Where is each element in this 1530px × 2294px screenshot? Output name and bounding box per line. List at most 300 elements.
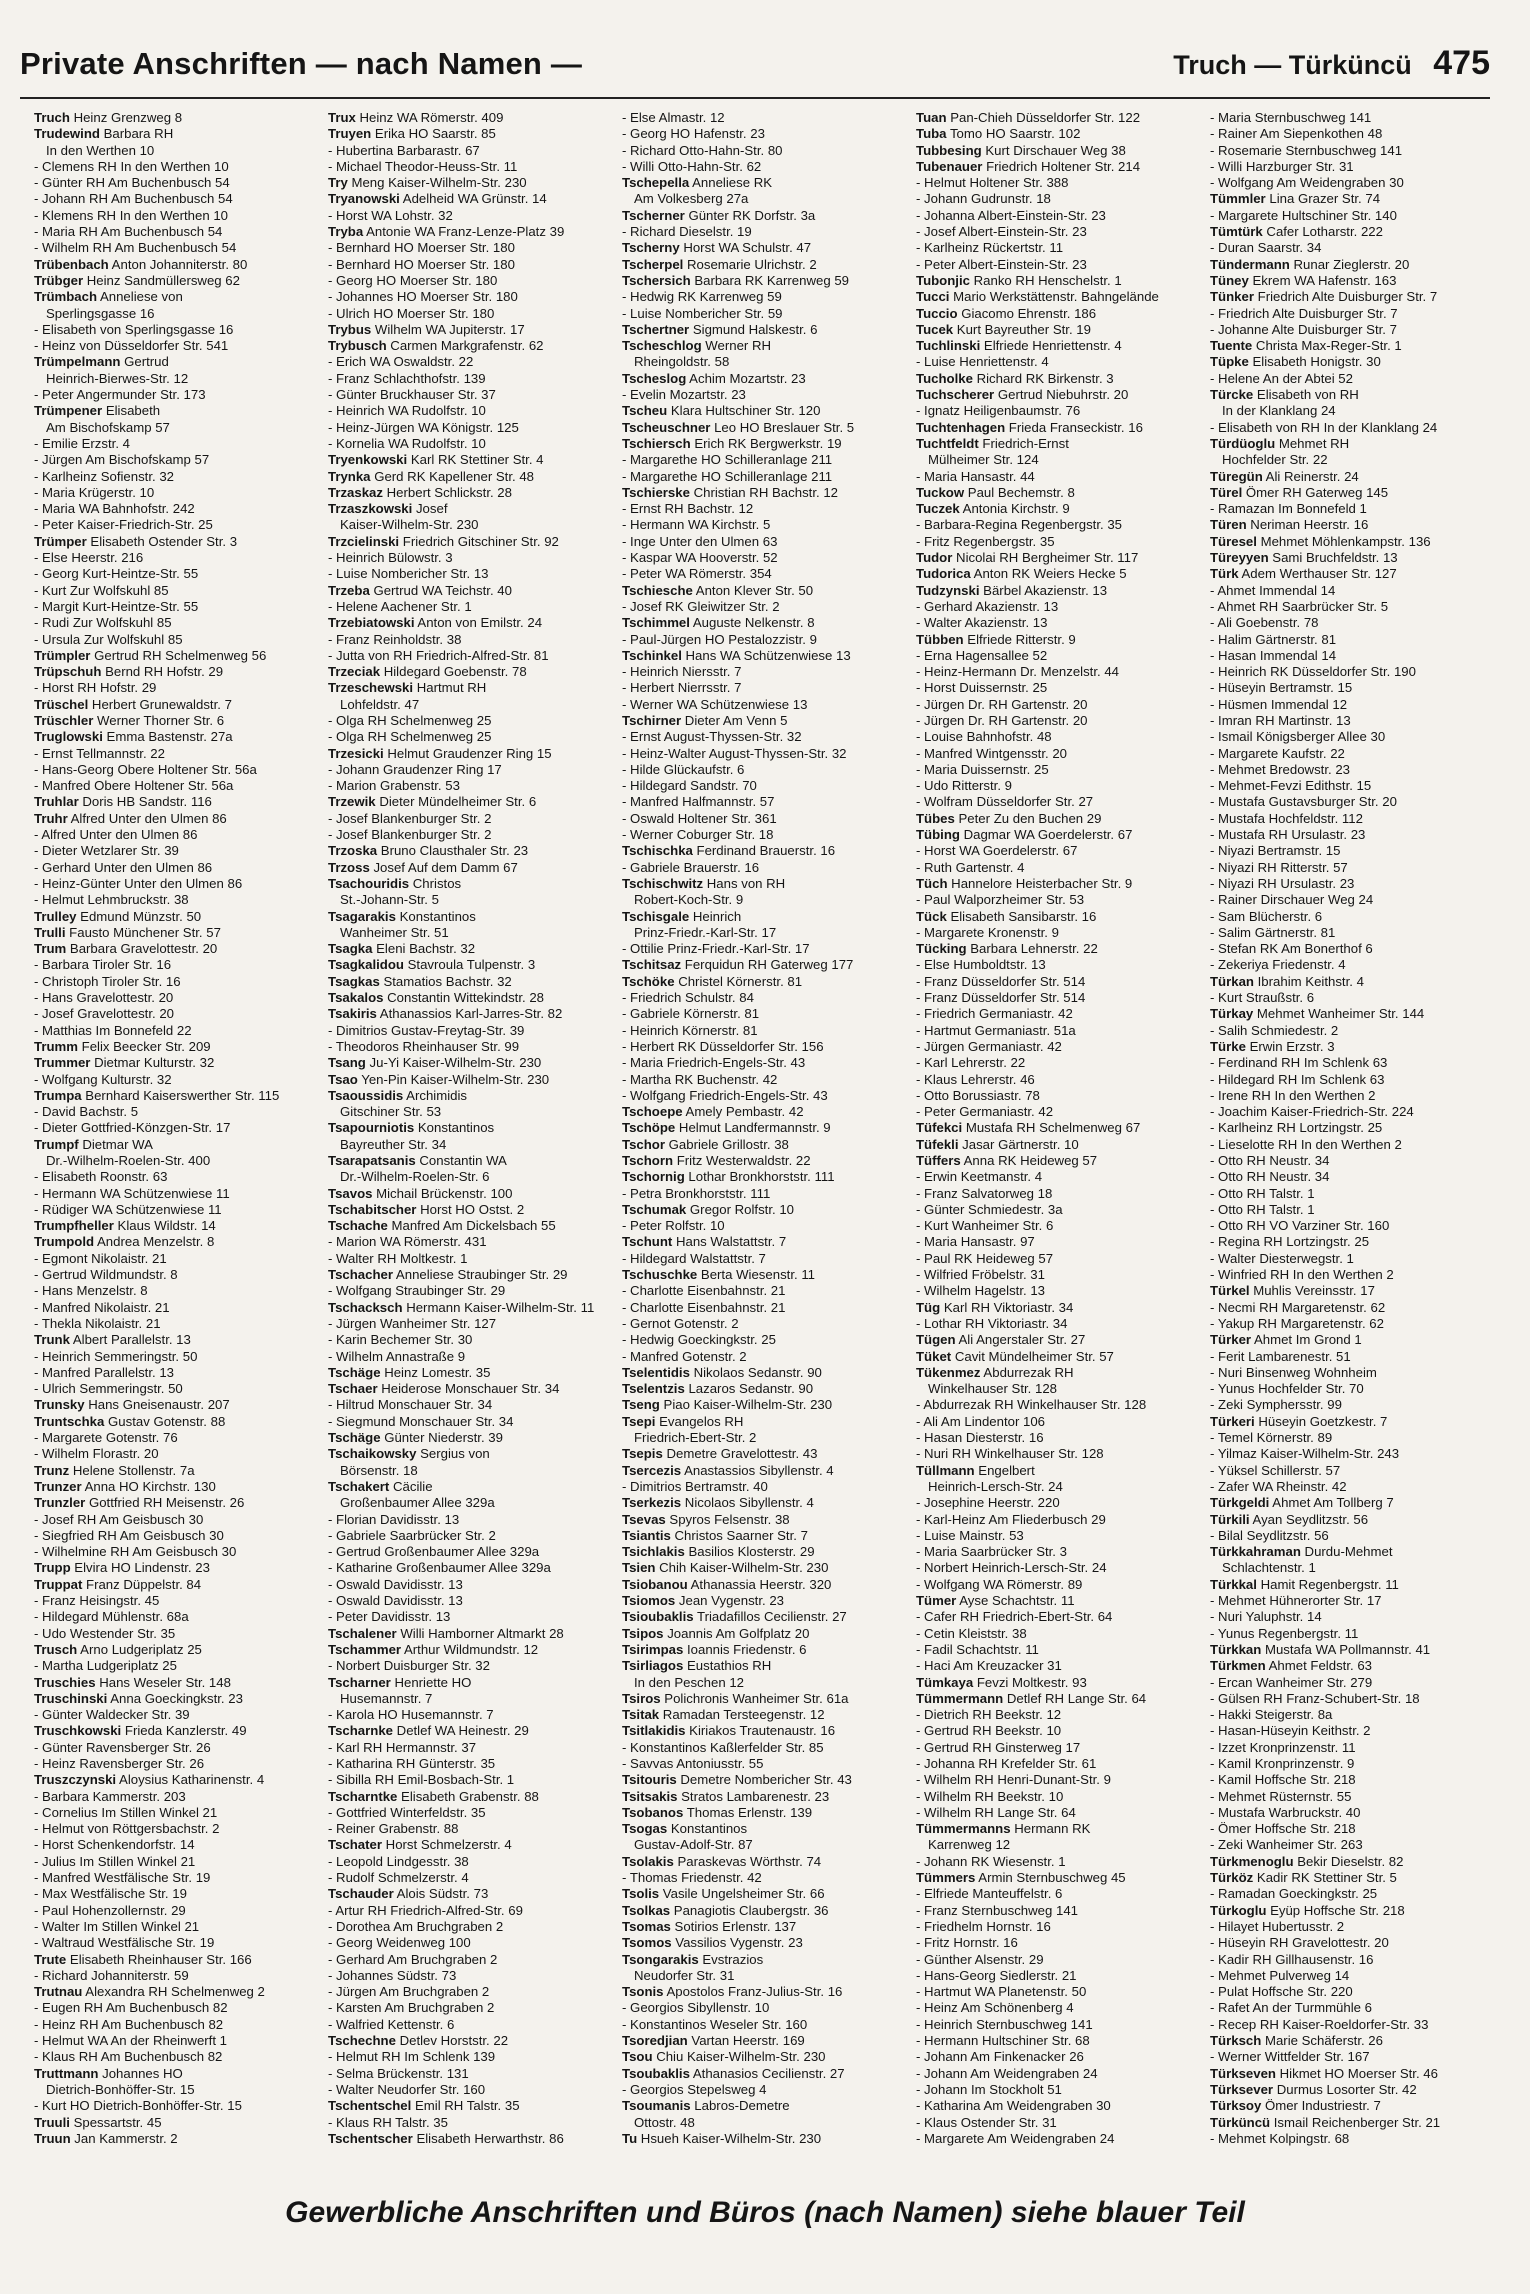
directory-entry: Kaiser-Wilhelm-Str. 230	[340, 517, 479, 533]
directory-entry: - Kurt Zur Wolfskuhl 85	[34, 582, 169, 598]
directory-entry: - Wolfgang Friedrich-Engels-Str. 43	[622, 1087, 828, 1103]
directory-entry: Trum Barbara Gravelottestr. 20	[34, 941, 218, 957]
directory-entry: - Selma Brückenstr. 131	[328, 2065, 469, 2081]
directory-entry: - Wolfgang Kulturstr. 32	[34, 1071, 172, 1087]
directory-entry: - Marion WA Römerstr. 431	[328, 1234, 487, 1250]
directory-entry: - Yakup RH Margaretenstr. 62	[1210, 1315, 1384, 1331]
directory-entry: Tüllmann Engelbert	[916, 1462, 1035, 1478]
directory-entry: - Ulrich Semmeringstr. 50	[34, 1381, 183, 1397]
directory-entry: - Mehmet Rüsternstr. 55	[1210, 1788, 1352, 1804]
directory-entry: - Heinrich Sternbuschweg 141	[916, 2016, 1093, 2032]
directory-entry: - Margarete Kronenstr. 9	[916, 924, 1059, 940]
directory-entry: - Jürgen Dr. RH Gartenstr. 20	[916, 696, 1088, 712]
directory-entry: - Johann Am Weidengraben 24	[916, 2065, 1098, 2081]
directory-entry: In den Werthen 10	[46, 142, 155, 158]
directory-entry: Tümmers Armin Sternbuschweg 45	[916, 1870, 1126, 1886]
directory-entry: Tuan Pan-Chieh Düsseldorfer Str. 122	[916, 110, 1141, 125]
directory-entry: Prinz-Friedr.-Karl-Str. 17	[634, 924, 777, 940]
directory-entry: Tscharntke Elisabeth Grabenstr. 88	[328, 1788, 539, 1804]
directory-entry: - Lothar RH Viktoriastr. 34	[916, 1315, 1068, 1331]
directory-entry: - Johannes Südstr. 73	[328, 1967, 457, 1983]
directory-entry: Tryenkowski Karl RK Stettiner Str. 4	[328, 452, 544, 468]
directory-entry: Großenbaumer Allee 329a	[340, 1495, 495, 1511]
directory-entry: - Otto RH Talstr. 1	[1210, 1201, 1315, 1217]
directory-entry: - Hans-Georg Obere Holtener Str. 56a	[34, 761, 257, 777]
directory-entry: Tschierske Christian RH Bachstr. 12	[622, 484, 838, 500]
directory-entry: Tschisgale Heinrich	[622, 908, 742, 924]
directory-entry: Husemannstr. 7	[340, 1690, 433, 1706]
directory-entry: Tsoumanis Labros-Demetre	[622, 2098, 790, 2114]
directory-entry: - Kaspar WA Hooverstr. 52	[622, 550, 778, 566]
directory-entry: Tuckow Paul Bechemstr. 8	[916, 484, 1075, 500]
directory-entry: - Wilhelmine RH Am Geisbusch 30	[34, 1544, 237, 1560]
directory-entry: - Wilhelm Hagelstr. 13	[916, 1283, 1045, 1299]
directory-entry: - Rudi Zur Wolfskuhl 85	[34, 615, 172, 631]
directory-entry: Tscherner Günter RK Dorfstr. 3a	[622, 207, 816, 223]
directory-entry: Türkkan Mustafa WA Pollmannstr. 41	[1210, 1641, 1431, 1657]
directory-entry: - Jürgen Am Bischofskamp 57	[34, 452, 210, 468]
directory-entry: - Duran Saarstr. 34	[1210, 240, 1322, 256]
directory-entry: - Klaus Ostender Str. 31	[916, 2114, 1057, 2130]
directory-entry: - Heinz-Walter August-Thyssen-Str. 32	[622, 745, 847, 761]
directory-entry: Tübing Dagmar WA Goerdelerstr. 67	[916, 827, 1133, 843]
directory-entry: Trumpa Bernhard Kaiserswerther Str. 115	[34, 1087, 280, 1103]
directory-entry: Türeyyen Sami Bruchfeldstr. 13	[1210, 550, 1398, 566]
header-rule	[20, 97, 1490, 99]
directory-entry: - Gertrud Wildmundstr. 8	[34, 1267, 178, 1283]
directory-entry: - Michael Theodor-Heuss-Str. 11	[328, 158, 518, 174]
directory-entry: Tselentidis Nikolaos Sedanstr. 90	[622, 1364, 822, 1380]
directory-entry: - Mustafa Warbruckstr. 40	[1210, 1804, 1361, 1820]
directory-entry: Gustav-Adolf-Str. 87	[634, 1837, 753, 1853]
directory-entry: - Jürgen Dr. RH Gartenstr. 20	[916, 712, 1088, 728]
directory-entry: Tschaer Heiderose Monschauer Str. 34	[328, 1381, 560, 1397]
directory-entry: - Georg HO Hafenstr. 23	[622, 126, 765, 142]
directory-entry: - Mehmet Hühnerorter Str. 17	[1210, 1593, 1382, 1609]
directory-entry: Türköz Kadir RK Stettiner Str. 5	[1210, 1870, 1397, 1886]
directory-entry: Tscheuschner Leo HO Breslauer Str. 5	[622, 419, 855, 435]
directory-entry: Tschoepe Amely Pembastr. 42	[622, 1104, 804, 1120]
directory-entry: - Margarete Am Weidengraben 24	[916, 2130, 1115, 2146]
directory-entry: Tschorn Fritz Westerwaldstr. 22	[622, 1153, 811, 1168]
directory-entry: - Gertrud RH Ginsterweg 17	[916, 1739, 1081, 1755]
directory-entry: - Richard Dieselstr. 19	[622, 224, 752, 240]
directory-entry: Trzaskaz Herbert Schlickstr. 28	[328, 484, 512, 500]
directory-entry: - Olga RH Schelmenweg 25	[328, 729, 492, 745]
directory-entry: Tryba Antonie WA Franz-Lenze-Platz 39	[328, 224, 565, 240]
column-2	[328, 110, 612, 2170]
directory-entry: Tsao Yen-Pin Kaiser-Wilhelm-Str. 230	[328, 1071, 550, 1087]
directory-entry: Tsapourniotis Konstantinos	[328, 1120, 495, 1136]
directory-entry: - Matthias Im Bonnefeld 22	[34, 1022, 192, 1038]
directory-entry: - Marion Grabenstr. 53	[328, 778, 460, 794]
directory-entry: - Maria RH Am Buchenbusch 54	[34, 224, 223, 240]
directory-entry: - Ömer Hoffsche Str. 218	[1210, 1821, 1356, 1837]
directory-entry: Trudewind Barbara RH	[34, 126, 174, 142]
directory-entry: - Josef RK Gleiwitzer Str. 2	[622, 598, 780, 614]
directory-entry: Schlachtenstr. 1	[1222, 1560, 1316, 1576]
directory-entry: - Maria Duissernstr. 25	[916, 761, 1049, 777]
directory-entry: Tsolakis Paraskevas Wörthstr. 74	[622, 1853, 822, 1869]
directory-entry: - Karlheinz Rückertstr. 11	[916, 240, 1064, 256]
directory-entry: - Karl-Heinz Am Fliederbusch 29	[916, 1511, 1106, 1527]
directory-entry: - Ramazan Im Bonnefeld 1	[1210, 501, 1367, 517]
directory-entry: Tsavos Michail Brückenstr. 100	[328, 1185, 513, 1201]
directory-entry: - Franz Düsseldorfer Str. 514	[916, 990, 1086, 1006]
directory-entry: Türker Ahmet Im Grond 1	[1210, 1332, 1362, 1348]
directory-entry: Türen Neriman Heerstr. 16	[1210, 517, 1369, 533]
directory-entry: Trusch Arno Ludgeriplatz 25	[34, 1641, 202, 1657]
directory-entry: - Otto RH VO Varziner Str. 160	[1210, 1218, 1390, 1234]
directory-entry: - Zekeriya Friedenstr. 4	[1210, 957, 1346, 973]
directory-entry: - Barbara Kammerstr. 203	[34, 1788, 186, 1804]
directory-entry: Türke Erwin Erzstr. 3	[1210, 1038, 1335, 1054]
directory-entry: - Erich WA Oswaldstr. 22	[328, 354, 474, 370]
directory-entry: Tschöpe Helmut Landfermannstr. 9	[622, 1120, 831, 1136]
directory-entry: - Friedrich Schulstr. 84	[622, 990, 754, 1006]
directory-entry: Mülheimer Str. 124	[928, 452, 1039, 468]
directory-entry: - Ottilie Prinz-Friedr.-Karl-Str. 17	[622, 941, 810, 957]
directory-entry: - Johann Gudrunstr. 18	[916, 191, 1051, 207]
directory-entry: - Christoph Tiroler Str. 16	[34, 973, 181, 989]
directory-entry: - Karola HO Husemannstr. 7	[328, 1707, 494, 1723]
directory-entry: - Hans Menzelstr. 8	[34, 1283, 148, 1299]
directory-entry: - Bilal Seydlitzstr. 56	[1210, 1527, 1329, 1543]
directory-entry: - Mehmet Bredowstr. 23	[1210, 761, 1350, 777]
directory-entry: - Rudolf Schmelzerstr. 4	[328, 1870, 469, 1886]
directory-entry: Friedrich-Ebert-Str. 2	[634, 1430, 757, 1446]
directory-entry: - Reiner Grabenstr. 88	[328, 1821, 459, 1837]
directory-entry: - Georg Kurt-Heintze-Str. 55	[34, 566, 199, 582]
directory-entry: - Johanne Alte Duisburger Str. 7	[1210, 321, 1397, 337]
directory-entry: - Peter Angermunder Str. 173	[34, 387, 206, 403]
directory-entry: - Mehmet Kolpingstr. 68	[1210, 2130, 1350, 2146]
directory-entry: - Walter RH Moltkestr. 1	[328, 1250, 468, 1266]
directory-entry: - Franz Heisingstr. 45	[34, 1593, 160, 1609]
directory-entry: - Gerhard Unter den Ulmen 86	[34, 859, 213, 875]
directory-entry: Tümmermann Detlef RH Lange Str. 64	[916, 1690, 1147, 1706]
directory-entry: Tünker Friedrich Alte Duisburger Str. 7	[1210, 289, 1438, 305]
directory-entry: - Hildegard Sandstr. 70	[622, 778, 757, 794]
directory-entry: Tübes Peter Zu den Buchen 29	[916, 810, 1102, 826]
directory-entry: Tseng Piao Kaiser-Wilhelm-Str. 230	[622, 1397, 833, 1413]
directory-entry: Tsaoussidis Archimidis	[328, 1087, 468, 1103]
directory-entry: - Hasan Immendal 14	[1210, 647, 1337, 663]
directory-entry: Winkelhauser Str. 128	[928, 1381, 1058, 1397]
directory-entry: - Peter Albert-Einstein-Str. 23	[916, 256, 1087, 272]
directory-entry: - Johann RH Am Buchenbusch 54	[34, 191, 233, 207]
directory-entry: - Nuri RH Winkelhauser Str. 128	[916, 1446, 1104, 1462]
directory-entry: - Gernot Gotenstr. 2	[622, 1315, 739, 1331]
directory-entry: - Jürgen Germaniastr. 42	[916, 1038, 1062, 1054]
directory-entry: - Paul-Jürgen HO Pestalozzistr. 9	[622, 631, 817, 647]
directory-entry: - Wolfram Düsseldorfer Str. 27	[916, 794, 1094, 810]
directory-entry: - Johann RK Wiesenstr. 1	[916, 1853, 1066, 1869]
directory-entry: - Horst RH Hofstr. 29	[34, 680, 157, 696]
directory-entry: Tschater Horst Schmelzerstr. 4	[328, 1837, 512, 1853]
directory-entry: Tscheslog Achim Mozartstr. 23	[622, 370, 806, 386]
directory-entry: - Hildegard RH Im Schlenk 63	[1210, 1071, 1385, 1087]
directory-entry: Tucek Kurt Bayreuther Str. 19	[916, 321, 1091, 337]
directory-entry: Tsomos Vassilios Vygenstr. 23	[622, 1935, 803, 1951]
directory-entry: - Dimitrios Bertramstr. 40	[622, 1478, 768, 1494]
directory-entry: Trümpener Elisabeth	[34, 403, 161, 419]
directory-entry: - Kamil Kronprinzenstr. 9	[1210, 1755, 1355, 1771]
directory-entry: - Heinrich Semmeringstr. 50	[34, 1348, 198, 1364]
directory-entry: - Manfred Gotenstr. 2	[622, 1348, 747, 1364]
directory-entry: Tubbesing Kurt Dirschauer Weg 38	[916, 142, 1126, 158]
directory-entry: Tüch Hannelore Heisterbacher Str. 9	[916, 875, 1133, 891]
directory-entry: Trupp Elvira HO Lindenstr. 23	[34, 1560, 210, 1576]
directory-entry: - Leopold Lindgesstr. 38	[328, 1853, 469, 1869]
page-title: Private Anschriften — nach Namen —	[20, 46, 583, 81]
directory-entry: - Hasan Diesterstr. 16	[916, 1430, 1044, 1446]
directory-entry: St.-Johann-Str. 5	[340, 892, 439, 908]
directory-entry: Tümtürk Cafer Lotharstr. 222	[1210, 224, 1383, 240]
directory-entry: - Kadir RH Gillhausenstr. 16	[1210, 1951, 1374, 1967]
directory-entry: - Else Heerstr. 216	[34, 550, 144, 566]
directory-entry: Tscherpel Rosemarie Ulrichstr. 2	[622, 256, 817, 272]
directory-entry: - Hans Gravelottestr. 20	[34, 990, 174, 1006]
directory-entry: - Franz Reinholdstr. 38	[328, 631, 462, 647]
directory-entry: - Heinz-Günter Unter den Ulmen 86	[34, 875, 243, 891]
directory-entry: - Dorothea Am Bruchgraben 2	[328, 1918, 504, 1934]
directory-entry: - Manfred Obere Holtener Str. 56a	[34, 778, 234, 794]
directory-entry: - Max Westfälische Str. 19	[34, 1886, 187, 1902]
directory-entry: - Hüsmen Immendal 12	[1210, 696, 1348, 712]
directory-entry: - Artur RH Friedrich-Alfred-Str. 69	[328, 1902, 523, 1918]
directory-entry: Tsarapatsanis Constantin WA	[328, 1153, 507, 1168]
directory-entry: Türkkal Hamit Regenbergstr. 11	[1210, 1576, 1399, 1592]
directory-entry: - Zeki Wanheimer Str. 263	[1210, 1837, 1363, 1853]
directory-entry: - Heinrich Bülowstr. 3	[328, 550, 453, 566]
directory-entry: - Hiltrud Monschauer Str. 34	[328, 1397, 493, 1413]
directory-entry: Tschepella Anneliese RK	[622, 175, 773, 191]
directory-entry: - Margarethe HO Schilleranlage 211	[622, 468, 833, 484]
directory-entry: - Hedwig Goeckingkstr. 25	[622, 1332, 776, 1348]
directory-entry: Tubonjic Ranko RH Henschelstr. 1	[916, 272, 1122, 288]
directory-entry: Tsiomos Jean Vygenstr. 23	[622, 1593, 784, 1609]
directory-entry: - Yilmaz Kaiser-Wilhelm-Str. 243	[1210, 1446, 1400, 1462]
directory-entry: - Richard Otto-Hahn-Str. 80	[622, 142, 783, 158]
directory-entry: - Regina RH Lortzingstr. 25	[1210, 1234, 1370, 1250]
directory-entry: - Heinrich WA Rudolfstr. 10	[328, 403, 486, 419]
directory-entry: - Necmi RH Margaretenstr. 62	[1210, 1299, 1386, 1315]
directory-entry: - Franz Düsseldorfer Str. 514	[916, 973, 1086, 989]
directory-entry: - Heinrich Körnerstr. 81	[622, 1022, 758, 1038]
directory-entry: Truszczynski Aloysius Katharinenstr. 4	[34, 1772, 265, 1788]
directory-entry: - Sibilla RH Emil-Bosbach-Str. 1	[328, 1772, 515, 1788]
directory-entry: Tubenauer Friedrich Holtener Str. 214	[916, 158, 1141, 174]
directory-entry: Trumpold Andrea Menzelstr. 8	[34, 1234, 215, 1250]
directory-entry: - Walter Akazienstr. 13	[916, 615, 1048, 631]
directory-entry: - Walfried Kettenstr. 6	[328, 2016, 455, 2032]
directory-entry: - Hasan-Hüseyin Keithstr. 2	[1210, 1723, 1371, 1739]
footer-note: Gewerbliche Anschriften und Büros (nach Namen) siehe blauer Teil	[285, 2196, 1245, 2229]
directory-entry: Tsipos Joannis Am Golfplatz 20	[622, 1625, 810, 1641]
directory-entry: - Gerhard Akazienstr. 13	[916, 598, 1059, 614]
directory-entry: Tschäge Günter Niederstr. 39	[328, 1430, 503, 1446]
directory-entry: - Zafer WA Rheinstr. 42	[1210, 1478, 1347, 1494]
directory-entry: Trulley Edmund Münzstr. 50	[34, 908, 202, 924]
directory-entry: Truch Heinz Grenzweg 8	[34, 110, 183, 125]
directory-entry: - Dieter Gottfried-Könzgen-Str. 17	[34, 1120, 231, 1136]
directory-entry: Tselentzis Lazaros Sedanstr. 90	[622, 1381, 814, 1397]
directory-entry: Tüffers Anna RK Heideweg 57	[916, 1153, 1098, 1168]
directory-entry: - Erna Hagensallee 52	[916, 647, 1048, 663]
directory-entry: - Johanna RH Krefelder Str. 61	[916, 1755, 1097, 1771]
directory-entry: - Friedrich Germaniastr. 42	[916, 1006, 1073, 1022]
directory-entry: - Willi Otto-Hahn-Str. 62	[622, 158, 762, 174]
directory-entry: Tümkaya Fevzi Moltkestr. 93	[916, 1674, 1087, 1690]
directory-entry: - Siegmund Monschauer Str. 34	[328, 1413, 514, 1429]
directory-entry: - Otto RH Talstr. 1	[1210, 1185, 1315, 1201]
directory-entry: - Günter Ravensberger Str. 26	[34, 1739, 211, 1755]
directory-entry: Tscheu Klara Hultschiner Str. 120	[622, 403, 821, 419]
directory-entry: - Bernhard HO Moerser Str. 180	[328, 256, 515, 272]
directory-entry: - Paul Hohenzollernstr. 29	[34, 1902, 186, 1918]
directory-entry: - Cetin Kleiststr. 38	[916, 1625, 1027, 1641]
directory-entry: - Heinz-Hermann Dr. Menzelstr. 44	[916, 664, 1120, 680]
directory-entry: Türkan Ibrahim Keithstr. 4	[1210, 973, 1364, 989]
directory-entry: - Cafer RH Friedrich-Ebert-Str. 64	[916, 1609, 1113, 1625]
directory-entry: - Ferdinand RH Im Schlenk 63	[1210, 1055, 1388, 1071]
directory-entry: - Kurt Straußstr. 6	[1210, 990, 1315, 1006]
directory-entry: - Petra Bronkhorststr. 111	[622, 1185, 771, 1201]
directory-entry: - Gabriele Körnerstr. 81	[622, 1006, 760, 1022]
directory-entry: - Werner WA Schützenwiese 13	[622, 696, 808, 712]
directory-entry: - Günter RH Am Buchenbusch 54	[34, 175, 230, 191]
directory-entry: - Georg Weidenweg 100	[328, 1935, 471, 1951]
directory-entry: - Yunus Regenbergstr. 11	[1210, 1625, 1359, 1641]
directory-entry: - Peter Rolfstr. 10	[622, 1218, 725, 1234]
directory-entry: Tserkezis Nicolaos Sibyllenstr. 4	[622, 1495, 814, 1511]
directory-entry: Tschentscher Elisabeth Herwarthstr. 86	[328, 2130, 564, 2146]
directory-entry: - Peter Davidisstr. 13	[328, 1609, 451, 1625]
directory-entry: - Yüksel Schillerstr. 57	[1210, 1462, 1341, 1478]
directory-entry: Tschersich Barbara RK Karrenweg 59	[622, 272, 849, 288]
directory-entry: Truglowski Emma Bastenstr. 27a	[34, 729, 233, 745]
directory-entry: - Ali Goebenstr. 78	[1210, 615, 1319, 631]
directory-entry: - Udo Westender Str. 35	[34, 1625, 176, 1641]
directory-entry: Truppat Franz Düppelstr. 84	[34, 1576, 202, 1592]
directory-entry: - Georgios Stepelsweg 4	[622, 2081, 767, 2097]
directory-entry: Tucholke Richard RK Birkenstr. 3	[916, 370, 1114, 386]
directory-entry: - Horst WA Lohstr. 32	[328, 207, 453, 223]
directory-entry: - Udo Ritterstr. 9	[916, 778, 1013, 794]
directory-entry: - Olga RH Schelmenweg 25	[328, 712, 492, 728]
directory-entry: - Heinz RH Am Buchenbusch 82	[34, 2016, 224, 2032]
directory-entry: Rheingoldstr. 58	[634, 354, 730, 370]
directory-entry: Wanheimer Str. 51	[340, 924, 449, 940]
column-5	[1210, 110, 1494, 2170]
directory-entry: - Hilde Glückaufstr. 6	[622, 761, 745, 777]
directory-entry: - Wilhelm Florastr. 20	[34, 1446, 159, 1462]
directory-entry: - Martha Ludgeriplatz 25	[34, 1658, 177, 1674]
directory-entry: - Thekla Nikolaistr. 21	[34, 1315, 161, 1331]
directory-entry: Tscharnke Detlef WA Heinestr. 29	[328, 1723, 529, 1739]
directory-entry: - Helmut Holtener Str. 388	[916, 175, 1069, 191]
directory-entry: Trümpler Gertrud RH Schelmenweg 56	[34, 647, 267, 663]
directory-entry: Tschirner Dieter Am Venn 5	[622, 712, 788, 728]
directory-entry: - Niyazi RH Ritterstr. 57	[1210, 859, 1348, 875]
directory-entry: - Gottfried Winterfeldstr. 35	[328, 1804, 486, 1820]
directory-entry: Tsiantis Christos Saarner Str. 7	[622, 1527, 808, 1543]
directory-entry: - Fritz Regenbergstr. 35	[916, 533, 1055, 549]
directory-entry: Türksever Durmus Losorter Str. 42	[1210, 2081, 1417, 2097]
directory-entry: Gitschiner Str. 53	[340, 1104, 442, 1120]
directory-entry: - Katharina RH Günterstr. 35	[328, 1755, 496, 1771]
directory-entry: Trübger Heinz Sandmüllersweg 62	[34, 272, 240, 288]
directory-entry: Tsiros Polichronis Wanheimer Str. 61a	[622, 1690, 849, 1706]
directory-entry: Tschor Gabriele Grillostr. 38	[622, 1136, 789, 1152]
directory-entry: Tsitouris Demetre Nombericher Str. 43	[622, 1772, 852, 1788]
directory-entry: - Jürgen Wanheimer Str. 127	[328, 1315, 497, 1331]
directory-entry: - Rosemarie Sternbuschweg 141	[1210, 142, 1403, 158]
directory-entry: Dietrich-Bonhöffer-Str. 15	[46, 2081, 195, 2097]
directory-entry: - Wilhelm RH Henri-Dunant-Str. 9	[916, 1772, 1111, 1788]
directory-entry: - Klaus RH Talstr. 35	[328, 2114, 448, 2130]
directory-entry: - Oswald Davidisstr. 13	[328, 1576, 463, 1592]
directory-entry: Truntschka Gustav Gotenstr. 88	[34, 1413, 226, 1429]
directory-entry: - Margarete Gotenstr. 76	[34, 1430, 178, 1446]
directory-entry: Türksoy Ömer Industriestr. 7	[1210, 2098, 1381, 2114]
directory-entry: Türkay Mehmet Wanheimer Str. 144	[1210, 1006, 1425, 1022]
directory-entry: - Heinrich RK Düsseldorfer Str. 190	[1210, 664, 1416, 680]
directory-entry: Tscheschlog Werner RH	[622, 338, 772, 354]
directory-entry: Karrenweg 12	[928, 1837, 1011, 1853]
directory-entry: - Fadil Schachtstr. 11	[916, 1641, 1039, 1657]
directory-entry: - Günter Schmiedestr. 3a	[916, 1201, 1063, 1217]
directory-entry: - Walter Neudorfer Str. 160	[328, 2081, 486, 2097]
directory-entry: Heinrich-Lersch-Str. 24	[928, 1478, 1063, 1494]
directory-entry: Dr.-Wilhelm-Roelen-Str. 6	[340, 1169, 490, 1185]
directory-entry: - Eugen RH Am Buchenbusch 82	[34, 2000, 228, 2016]
directory-entry: Truun Jan Kammerstr. 2	[34, 2130, 178, 2146]
directory-entry: Tsachouridis Christos	[328, 875, 462, 891]
directory-entry: Tschechne Detlev Horststr. 22	[328, 2033, 509, 2049]
directory-entry: Tucci Mario Werkstättenstr. Bahngelände	[916, 289, 1159, 305]
directory-entry: Tschinkel Hans WA Schützenwiese 13	[622, 647, 851, 663]
directory-entry: Tükenmez Abdurrezak RH	[916, 1364, 1074, 1380]
directory-entry: Tsagkas Stamatios Bachstr. 32	[328, 973, 512, 989]
directory-entry: Tu Hsueh Kaiser-Wilhelm-Str. 230	[622, 2130, 822, 2146]
directory-entry: Truhlar Doris HB Sandstr. 116	[34, 794, 212, 810]
directory-entry: Trynka Gerd RK Kapellener Str. 48	[328, 468, 534, 484]
directory-entry: Tschabitscher Horst HO Ostst. 2	[328, 1201, 525, 1217]
directory-entry: - Irene RH In den Werthen 2	[1210, 1087, 1376, 1103]
directory-entry: - Peter Kaiser-Friedrich-Str. 25	[34, 517, 213, 533]
directory-entry: Tündermann Runar Zieglerstr. 20	[1210, 256, 1410, 272]
directory-entry: - Hartmut Germaniastr. 51a	[916, 1022, 1076, 1038]
directory-entry: - Nuri Binsenweg Wohnheim	[1210, 1364, 1377, 1380]
directory-entry: - Joachim Kaiser-Friedrich-Str. 224	[1210, 1104, 1414, 1120]
directory-entry: Tsepis Demetre Gravelottestr. 43	[622, 1446, 818, 1462]
directory-entry: - Johanna Albert-Einstein-Str. 23	[916, 207, 1106, 223]
directory-entry: - Luise Mainstr. 53	[916, 1527, 1024, 1543]
directory-entry: Tschischwitz Hans von RH	[622, 875, 786, 891]
directory-entry: Truhr Alfred Unter den Ulmen 86	[34, 810, 227, 826]
directory-entry: Tüg Karl RH Viktoriastr. 34	[916, 1299, 1074, 1315]
directory-entry: - Hildegard Walstattstr. 7	[622, 1250, 766, 1266]
directory-entry: Türel Ömer RH Gaterweg 145	[1210, 484, 1389, 500]
directory-entry: - Elisabeth Roonstr. 63	[34, 1169, 168, 1185]
directory-entry: - Kurt Wanheimer Str. 6	[916, 1218, 1054, 1234]
directory-entry: Türkel Muhlis Vereinsstr. 17	[1210, 1283, 1375, 1299]
directory-entry: - Jutta von RH Friedrich-Alfred-Str. 81	[328, 647, 549, 663]
directory-entry: - Alfred Unter den Ulmen 86	[34, 827, 198, 843]
directory-entry: Trybusch Carmen Markgrafenstr. 62	[328, 338, 544, 354]
